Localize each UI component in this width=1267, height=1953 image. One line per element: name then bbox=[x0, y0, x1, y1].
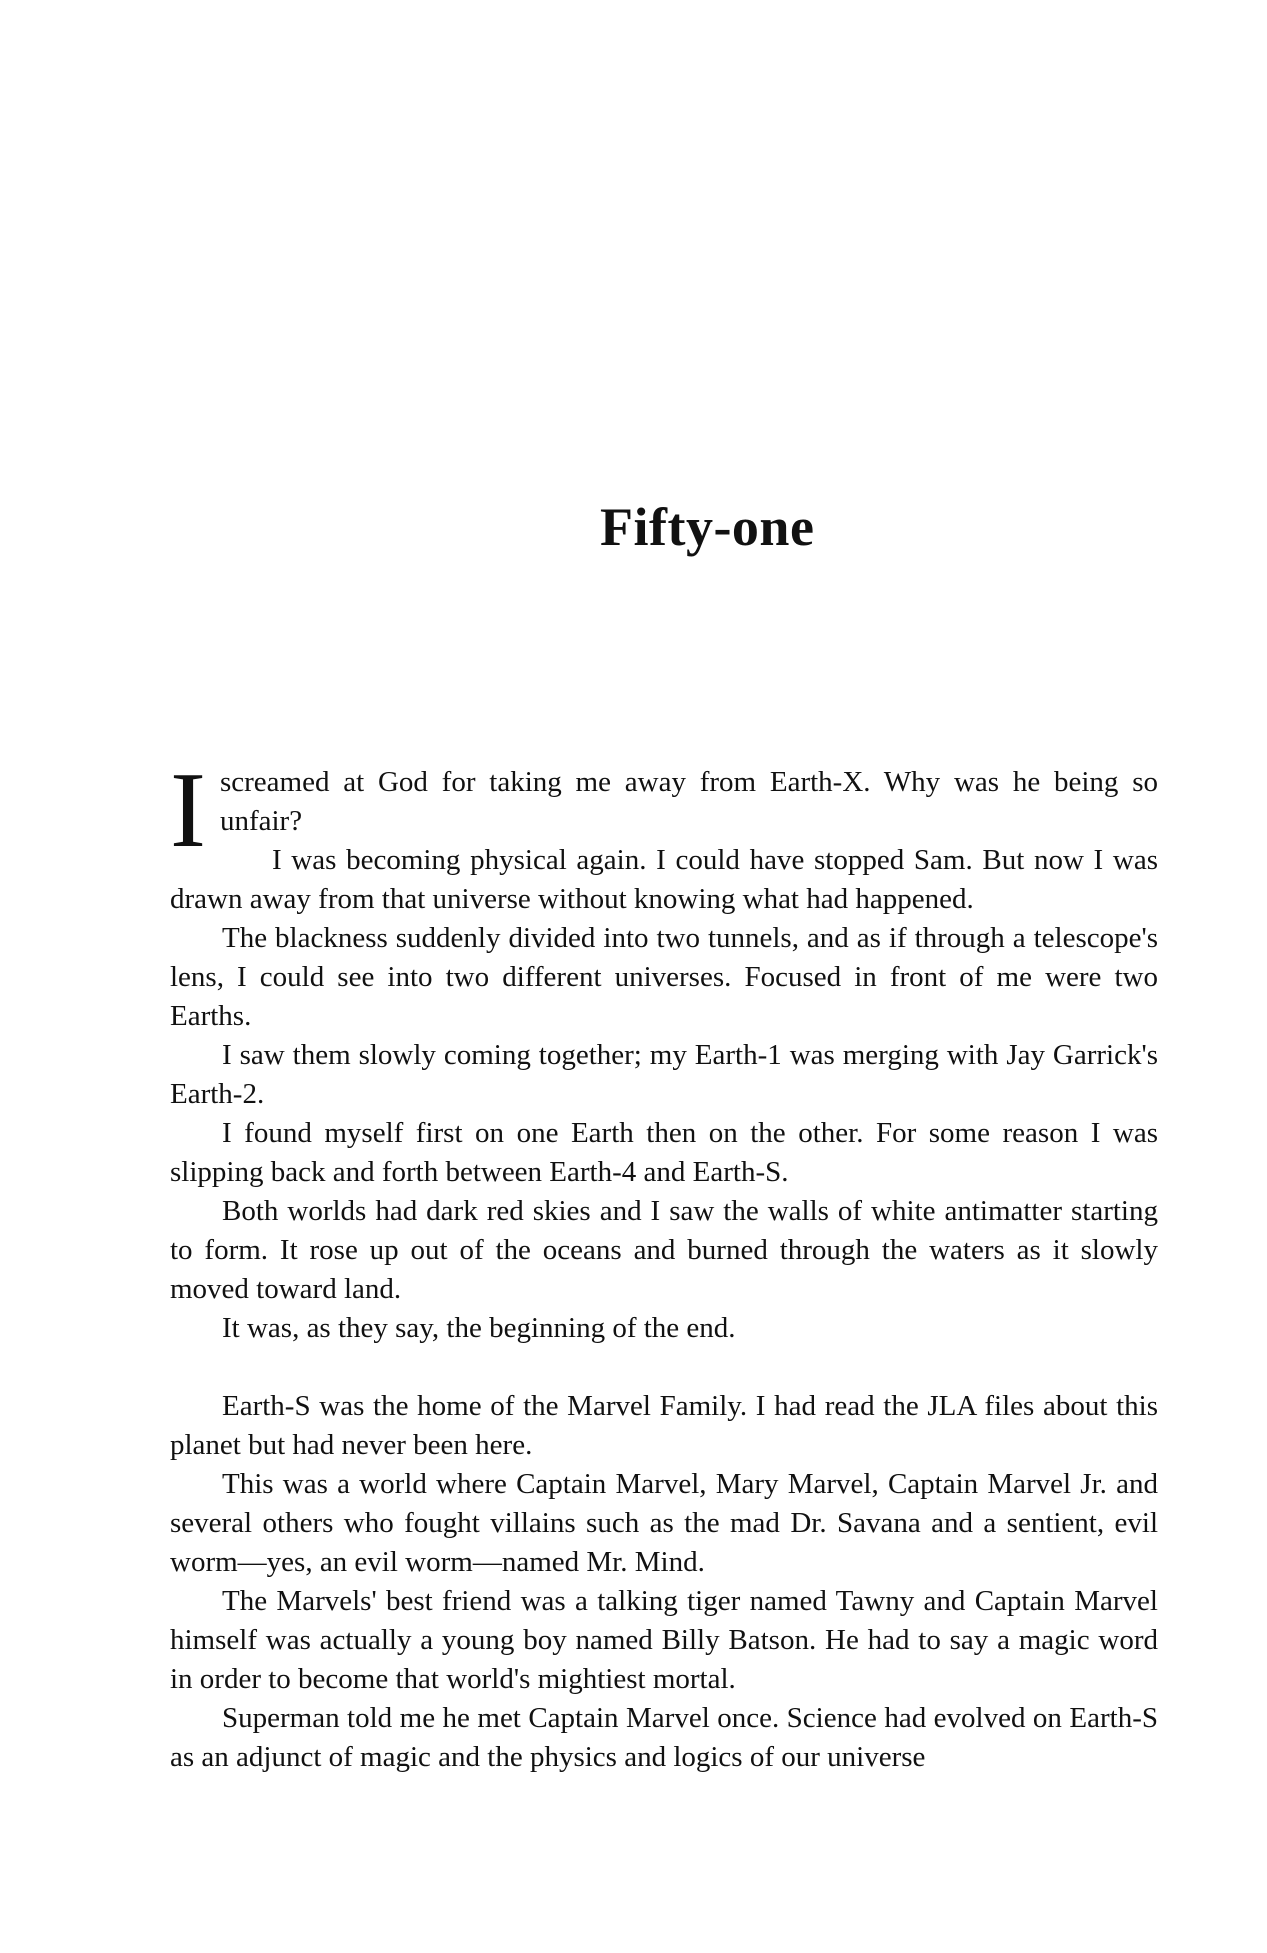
paragraph: It was, as they say, the beginning of the end. bbox=[222, 1312, 736, 1344]
drop-cap: I bbox=[170, 751, 206, 870]
paragraph: The Marvels' best friend was a talking tiger named Tawny and Captain Marvel himself was actually a young boy named Billy Batson. He had to say a magic word in order to become that world's mightiest mortal. bbox=[170, 1585, 1158, 1695]
opening-paragraph-text: screamed at God for taking me away from Earth-X. Why was he being so unfair? bbox=[219, 766, 1158, 837]
paragraph: Both worlds had dark red skies and I saw the walls of white antimatter starting to form. It rose up out of the oceans and burned through the waters as it slowly moved toward land. bbox=[170, 1195, 1158, 1305]
paragraph: Earth-S was the home of the Marvel Family. I had read the JLA files about this planet but had never been here. bbox=[170, 1390, 1158, 1461]
paragraph: I found myself first on one Earth then on the other. For some reason I was slipping back and forth between Earth-4 and Earth-S. bbox=[170, 1117, 1158, 1188]
paragraph: I saw them slowly coming together; my Earth-1 was merging with Jay Garrick's Earth-2. bbox=[170, 1039, 1158, 1110]
opening-paragraph bbox=[170, 751, 1158, 870]
paragraph: I was becoming physical again. I could have stopped Sam. But now I was drawn away from that universe without knowing what had happened. bbox=[170, 844, 1158, 915]
paragraph: Superman told me he met Captain Marvel once. Science had evolved on Earth-S as an adjunct of magic and the physics and logics of our universe bbox=[170, 1702, 1158, 1773]
section-break bbox=[170, 1348, 1158, 1387]
chapter-body bbox=[170, 751, 1158, 1777]
chapter-title: Fifty-one bbox=[600, 497, 815, 557]
paragraph: The blackness suddenly divided into two tunnels, and as if through a telescope's lens, I could see into two different universes. Focused in front of me were two Earths. bbox=[170, 922, 1158, 1032]
paragraph: This was a world where Captain Marvel, Mary Marvel, Captain Marvel Jr. and several others who fought villains such as the mad Dr. Savana and a sentient, evil worm—yes, an evil worm—named Mr. Mind. bbox=[170, 1468, 1158, 1578]
